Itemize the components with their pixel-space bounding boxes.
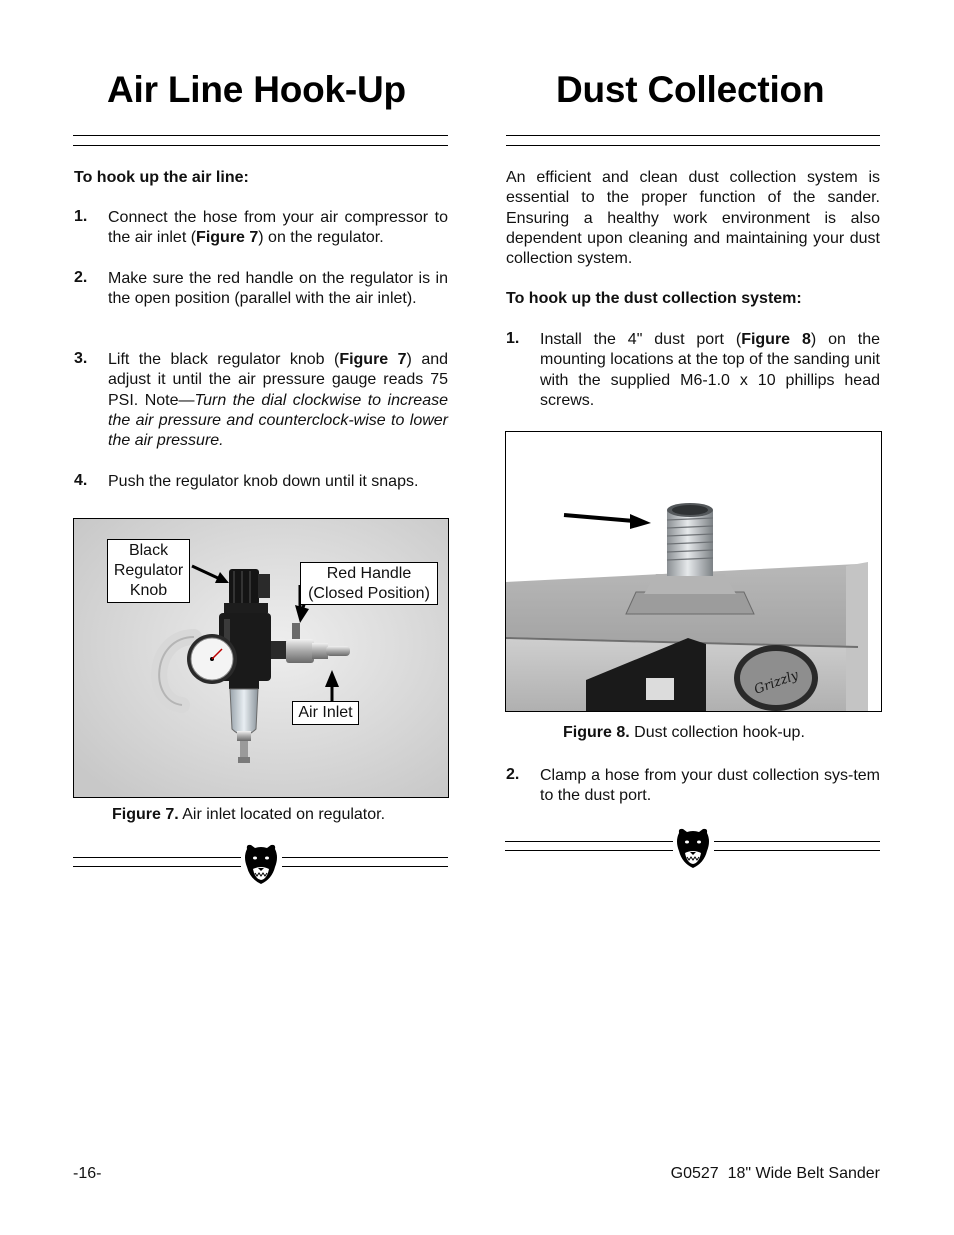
- dust-step-1: Install the 4" dust port (Figure 8) on the mounting locations at the top of the sanding unit with the supplied M6-1.0 x 10 phillips head screws.: [540, 331, 881, 409]
- end-rule-right-b: [505, 850, 673, 851]
- air-step-1: Connect the hose from your air compressor to the air inlet (Figure 7) on the regulator.: [108, 209, 448, 247]
- step-number: 4.: [74, 472, 88, 489]
- figure-7-photo: [73, 518, 449, 798]
- step-number: 2.: [74, 269, 88, 286]
- end-rule-left-b: [73, 866, 241, 867]
- grizzly-logo-plate: Grizzly: [752, 667, 801, 698]
- step-number: 1.: [506, 330, 520, 347]
- air-step-3: Lift the black regulator knob (Figure 7) and adjust it until the air pressure gauge reads 75 PSI. Note—Turn the dial clockwise to increase the air pressure and counterclock-wise to lower the air pressure.: [108, 351, 449, 450]
- dust-step-2: Clamp a hose from your dust collection sys-tem to the dust port.: [540, 767, 880, 805]
- step-number: 3.: [74, 350, 88, 367]
- title-rule-right-top: [506, 135, 880, 136]
- end-rule-left-c: [282, 857, 448, 858]
- step-number: 2.: [506, 766, 520, 783]
- end-rule-left-d: [282, 866, 448, 867]
- title-rule-right-bottom: [506, 145, 880, 146]
- end-rule-left-a: [73, 857, 241, 858]
- figure-7-caption: Figure 7. Air inlet located on regulator.: [112, 806, 386, 823]
- air-step-4: Push the regulator knob down until it snaps.: [108, 473, 419, 490]
- end-rule-right-d: [714, 850, 880, 851]
- dust-intro: An efficient and clean dust collection system is essential to the proper function of the sander. Ensuring a healthy work environment is also dependent upon cleaning and maintaining your dust collection system.: [506, 169, 880, 268]
- footer-model: G0527 18" Wide Belt Sander: [670, 1165, 880, 1182]
- page-number: -16-: [73, 1165, 102, 1182]
- callout-red-handle: Red Handle (Closed Position): [300, 562, 438, 605]
- grizzly-bear-icon: [674, 827, 712, 869]
- dust-subheading: To hook up the dust collection system:: [506, 290, 802, 307]
- end-rule-right-c: [714, 841, 880, 842]
- callout-black-regulator-knob: Black Regulator Knob: [107, 539, 190, 603]
- grizzly-bear-icon: [242, 843, 280, 885]
- figure-8-photo: [505, 431, 882, 712]
- step-number: 1.: [74, 208, 88, 225]
- air-line-subheading: To hook up the air line:: [74, 169, 249, 186]
- title-air-line-hook-up: Air Line Hook-Up: [107, 69, 406, 110]
- air-step-2: Make sure the red handle on the regulator is in the open position (parallel with the air inlet).: [108, 270, 448, 308]
- end-rule-right-a: [505, 841, 673, 842]
- title-rule-left-top: [73, 135, 448, 136]
- callout-air-inlet: Air Inlet: [292, 701, 359, 725]
- title-rule-left-bottom: [73, 145, 448, 146]
- figure-8-caption: Figure 8. Dust collection hook-up.: [563, 724, 805, 741]
- dust-port-illustration: [506, 432, 881, 711]
- title-dust-collection: Dust Collection: [556, 69, 825, 110]
